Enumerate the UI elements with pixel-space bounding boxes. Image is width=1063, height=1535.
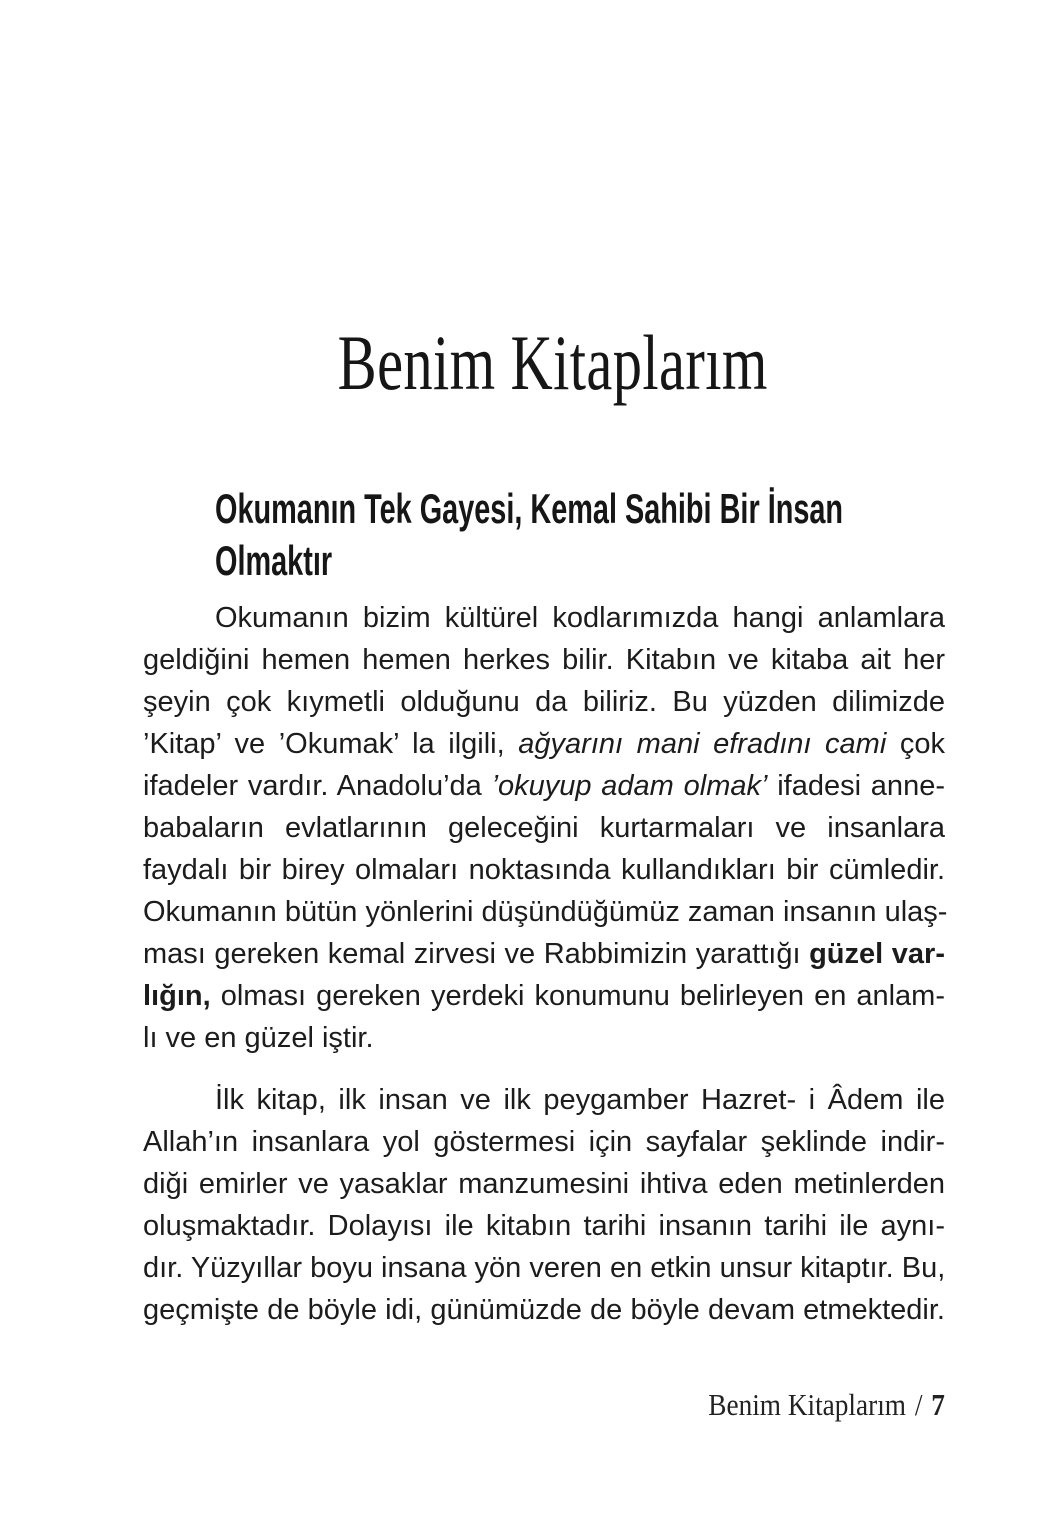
text-line xyxy=(143,891,948,933)
text-line xyxy=(143,933,945,975)
text-segment: ifadeler vardır. Anadolu’da xyxy=(143,770,492,802)
text-line xyxy=(143,1017,945,1059)
text-line xyxy=(143,639,945,681)
text-segment: ifadesi anne- xyxy=(767,770,945,802)
text-line xyxy=(143,1289,945,1331)
text-segment: dır. Yüzyıllar boyu insana yön veren en etkin unsur kitaptır. Bu, xyxy=(143,1252,946,1284)
text-line xyxy=(143,597,945,639)
footer-separator: / xyxy=(914,1387,923,1422)
text-segment: geldiğini hemen hemen herkes bilir. Kitabın ve kitaba ait her xyxy=(143,644,945,676)
text-segment: oluşmaktadır. Dolayısı ile kitabın tarihi insanın tarihi ile aynı- xyxy=(143,1210,945,1242)
text-segment: olması gereken yerdeki konumunu belirleyen en anlam- xyxy=(210,980,945,1012)
text-line xyxy=(143,1163,945,1205)
text-segment: ’Kitap’ ve ’Okumak’ la ilgili, xyxy=(143,728,519,760)
footer-page-number: 7 xyxy=(931,1387,945,1422)
text-segment: İlk kitap, ilk insan ve ilk peygamber Hazret- i Âdem ile xyxy=(215,1084,945,1116)
text-segment: faydalı bir birey olmaları noktasında kullandıkları bir cümledir. xyxy=(143,854,945,886)
footer-book-title: Benim Kitaplarım xyxy=(708,1387,907,1422)
text-line xyxy=(143,681,945,723)
text-segment: babaların evlatlarının geleceğini kurtarmaları ve insanlara xyxy=(143,812,945,844)
section-heading xyxy=(215,483,843,587)
text-segment: Okumanın bizim kültürel kodlarımızda hangi anlamlara xyxy=(215,602,945,634)
page-footer xyxy=(708,1388,945,1422)
text-segment: diği emirler ve yasaklar manzumesini ihtiva eden metinlerden xyxy=(143,1168,945,1200)
heading-line: Okumanın Tek Gayesi, Kemal Sahibi Bir İnsan xyxy=(215,485,844,532)
text-line xyxy=(143,1205,945,1247)
chapter-title: Benim Kitaplarım xyxy=(337,319,768,406)
bold-phrase: lığın, xyxy=(143,980,211,1012)
text-segment: ması gereken kemal zirvesi ve Rabbimizin yarattığı xyxy=(143,938,810,970)
paragraph xyxy=(143,1079,945,1331)
text-line xyxy=(143,1247,945,1289)
text-line xyxy=(143,1079,945,1121)
text-line xyxy=(143,975,945,1017)
text-line xyxy=(143,849,945,891)
text-segment: çok xyxy=(886,728,946,760)
text-segment: lı ve en güzel iştir. xyxy=(143,1022,374,1054)
heading-line: Olmaktır xyxy=(215,537,333,584)
text-line xyxy=(143,807,945,849)
chapter-title-row xyxy=(42,319,1063,406)
text-segment: Okumanın bütün yönlerini düşündüğümüz zaman insanın ulaş- xyxy=(143,896,948,928)
text-segment: Allah’ın insanlara yol göstermesi için sayfalar şeklinde indir- xyxy=(143,1126,945,1158)
text-line xyxy=(143,723,945,765)
italic-phrase: ağyarını mani efradını cami xyxy=(518,728,887,760)
text-segment: geçmişte de böyle idi, günümüzde de böyle devam etmektedir. xyxy=(143,1294,945,1326)
italic-phrase: ’okuyup adam olmak’ xyxy=(491,770,768,802)
paragraph xyxy=(143,597,948,1059)
text-segment: şeyin çok kıymetli olduğunu da biliriz. Bu yüzden dilimizde xyxy=(143,686,945,718)
text-line xyxy=(143,1121,945,1163)
text-line xyxy=(143,765,945,807)
bold-phrase: güzel var- xyxy=(809,938,945,970)
